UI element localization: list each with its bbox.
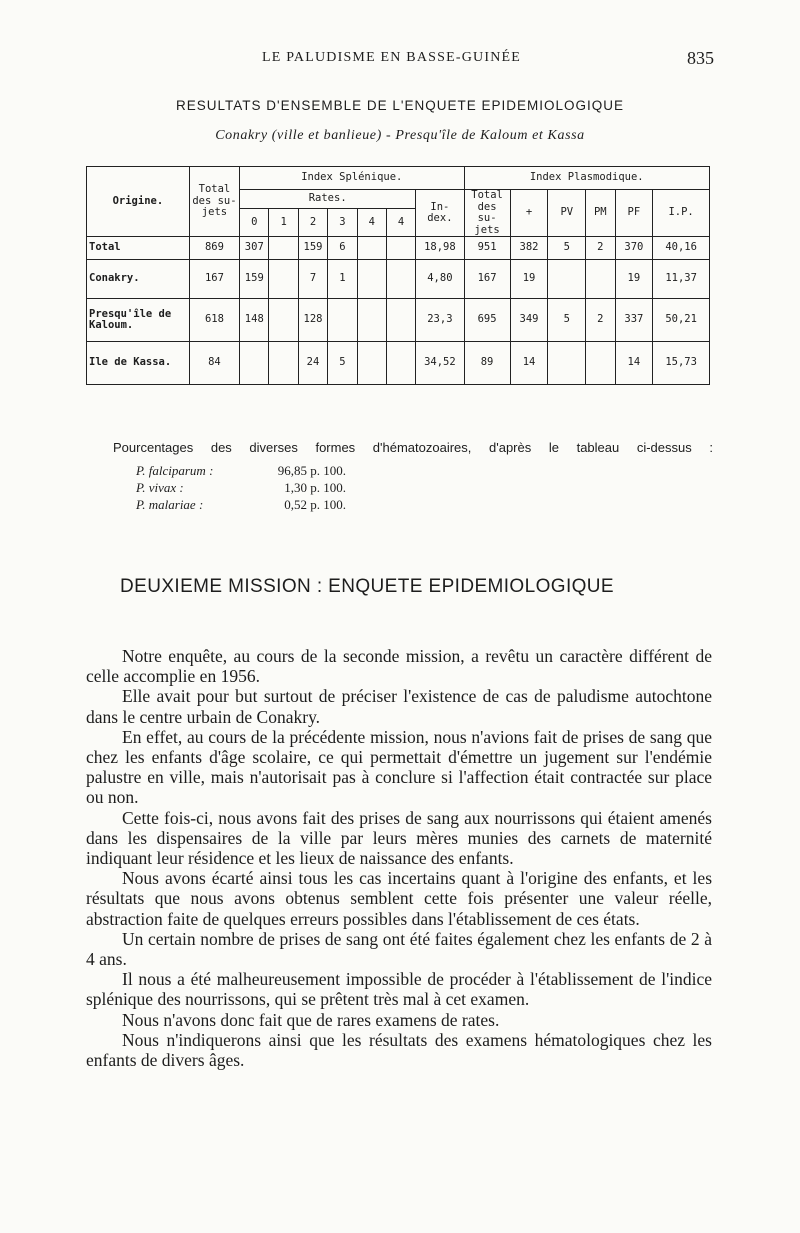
table-cell (357, 237, 386, 260)
table-cell: 14 (615, 342, 653, 385)
col-header-pm: PM (586, 190, 615, 237)
table-cell: 382 (510, 237, 548, 260)
table-cell (269, 299, 298, 342)
intro-word: le (548, 440, 559, 455)
page-header (0, 50, 800, 74)
rate-col-1: 1 (269, 209, 298, 237)
list-item (136, 479, 346, 496)
rate-col-0: 0 (240, 209, 269, 237)
body-text (86, 646, 712, 1070)
species-name: P. malariae : (136, 497, 204, 512)
species-name: P. falciparum : (136, 463, 214, 478)
intro-word: : (709, 440, 713, 455)
intro-word: Pourcentages (113, 440, 194, 455)
intro-word: diverses (249, 440, 298, 455)
table-cell: 24 (298, 342, 327, 385)
table-cell: 2 (586, 237, 615, 260)
col-header-pv: PV (548, 190, 586, 237)
rate-col-3: 3 (328, 209, 357, 237)
species-value: 96,85 p. 100. (277, 463, 346, 478)
table-cell (386, 260, 415, 299)
table-row (87, 237, 710, 260)
table-cell (386, 237, 415, 260)
table-cell (357, 299, 386, 342)
col-header-index-splenique: Index Splénique. (240, 167, 464, 190)
table-cell: 1 (328, 260, 357, 299)
table-cell: 7 (298, 260, 327, 299)
section-title: DEUXIEME MISSION : ENQUETE EPIDEMIOLOGIQUE (120, 576, 614, 597)
table-cell: 370 (615, 237, 653, 260)
table-cell: 337 (615, 299, 653, 342)
table-cell (269, 237, 298, 260)
table-cell: 19 (615, 260, 653, 299)
table-cell (357, 342, 386, 385)
table-cell (386, 342, 415, 385)
paragraph: Il nous a été malheureusement impossible de procéder à l'établissement de l'indice splénique des nourrissons, qui se prêtent très mal à cet examen. (86, 969, 712, 1010)
table-cell: 159 (298, 237, 327, 260)
table-cell (240, 342, 269, 385)
table-cell: 15,73 (653, 342, 710, 385)
intro-word: ci-dessus (636, 440, 692, 455)
col-header-rates: Rates. (240, 190, 416, 209)
percentages-list (136, 462, 346, 513)
results-subtitle: Conakry (ville et banlieue) - Presqu'île de Kaloum et Kassa (215, 128, 585, 143)
table-cell: 11,37 (653, 260, 710, 299)
table-cell: 89 (464, 342, 510, 385)
table-cell: 167 (464, 260, 510, 299)
table-cell: 18,98 (416, 237, 464, 260)
table-cell: 128 (298, 299, 327, 342)
intro-word: d'après (489, 440, 532, 455)
percentages-intro (113, 440, 713, 455)
col-header-ip: I.P. (653, 190, 710, 237)
table-cell (548, 260, 586, 299)
col-header-total-sujets-2: Total des su- jets (464, 190, 510, 237)
table-row (87, 342, 710, 385)
table-cell: 84 (189, 342, 239, 385)
table-cell: 869 (189, 237, 239, 260)
table-cell: 618 (189, 299, 239, 342)
table-cell (269, 260, 298, 299)
running-title: LE PALUDISME EN BASSE-GUINÉE (262, 50, 522, 65)
table-cell: 2 (586, 299, 615, 342)
paragraph: Un certain nombre de prises de sang ont été faites également chez les enfants de 2 à 4 ans. (86, 928, 712, 970)
list-item (136, 462, 346, 479)
table-cell: 19 (510, 260, 548, 299)
table-cell: 50,21 (653, 299, 710, 342)
paragraph: Nous n'avons donc fait que de rares examens de rates. (122, 1009, 500, 1030)
table-row (87, 299, 710, 342)
results-table (86, 166, 710, 385)
col-header-plus: + (510, 190, 548, 237)
list-item (136, 496, 346, 513)
species-name: P. vivax : (136, 480, 184, 495)
col-header-total-sujets: Total des su- jets (189, 167, 239, 237)
table-cell (386, 299, 415, 342)
table-cell (586, 260, 615, 299)
intro-word: des (210, 440, 232, 455)
table-cell: 951 (464, 237, 510, 260)
table-cell: 148 (240, 299, 269, 342)
table-cell (548, 342, 586, 385)
table-cell (357, 260, 386, 299)
table-cell: 5 (548, 237, 586, 260)
paragraph: Elle avait pour but surtout de préciser l'existence de cas de paludisme autochtone dans le centre urbain de Conakry. (86, 686, 712, 727)
table-cell: 307 (240, 237, 269, 260)
col-header-origine: Origine. (87, 167, 190, 237)
table-cell: 40,16 (653, 237, 710, 260)
row-label: Total (87, 237, 190, 260)
col-header-index-plasmodique: Index Plasmodique. (464, 167, 710, 190)
table-cell: 14 (510, 342, 548, 385)
intro-word: tableau (576, 440, 620, 455)
table-cell: 167 (189, 260, 239, 299)
table-cell: 23,3 (416, 299, 464, 342)
row-label: Presqu'île de Kaloum. (87, 299, 190, 342)
paragraph: Notre enquête, au cours de la seconde mission, a revêtu un caractère différent de celle accomplie en 1956. (86, 646, 712, 687)
table-cell (269, 342, 298, 385)
row-label: Ile de Kassa. (87, 342, 190, 385)
col-header-pf: PF (615, 190, 653, 237)
table-cell: 5 (328, 342, 357, 385)
paragraph: Nous avons écarté ainsi tous les cas incertains quant à l'origine des enfants, et les résultats que nous avons obtenus semblent cette fois présenter une valeur réelle, abstraction faite de quelques erreurs possibles dans l'établissement de ces états. (86, 868, 712, 929)
table-cell: 159 (240, 260, 269, 299)
paragraph: En effet, au cours de la précédente mission, nous n'avions fait de prises de sang que chez les enfants d'âge scolaire, ce qui permettait d'émettre un jugement sur l'endémie palustre en ville, mais n'autorisait pas à conclure si l'affection était contractée sur place ou non. (86, 726, 712, 808)
intro-word: formes (315, 440, 356, 455)
intro-word: d'hématozoaires, (372, 440, 472, 455)
table-cell: 349 (510, 299, 548, 342)
col-header-index: In- dex. (416, 190, 464, 237)
rate-col-2: 2 (298, 209, 327, 237)
rate-col-4b: 4 (386, 209, 415, 237)
paragraph: Cette fois-ci, nous avons fait des prises de sang aux nourrissons qui étaient amenés dans les dispensaires de la ville par leurs mères munies des carnets de maternité indiquant leur résidence et les lieux de naissance des enfants. (86, 807, 712, 869)
rate-col-4: 4 (357, 209, 386, 237)
table-cell: 6 (328, 237, 357, 260)
table-cell: 5 (548, 299, 586, 342)
table-row (87, 260, 710, 299)
paragraph: Nous n'indiquerons ainsi que les résultats des examens hématologiques chez les enfants de divers âges. (86, 1029, 712, 1071)
results-title: RESULTATS D'ENSEMBLE DE L'ENQUETE EPIDEMIOLOGIQUE (176, 98, 624, 113)
table-cell (586, 342, 615, 385)
table-cell: 695 (464, 299, 510, 342)
table-cell (328, 299, 357, 342)
page-number: 835 (687, 48, 714, 68)
species-value: 0,52 p. 100. (284, 497, 346, 512)
table-cell: 34,52 (416, 342, 464, 385)
table-cell: 4,80 (416, 260, 464, 299)
species-value: 1,30 p. 100. (284, 480, 346, 495)
row-label: Conakry. (87, 260, 190, 299)
